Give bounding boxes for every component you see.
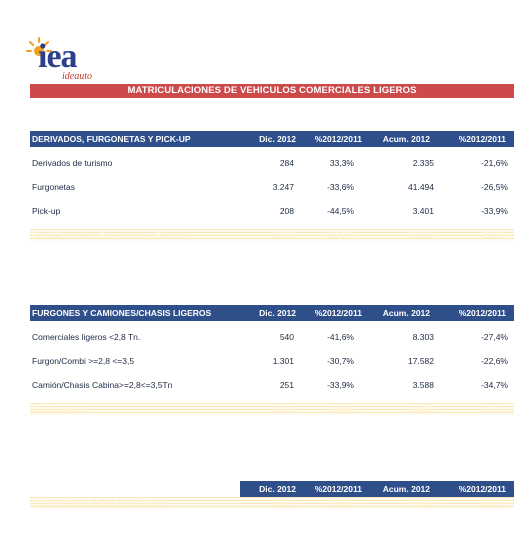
total-label: Total Derivados, Furgonetas y Pick-up: [32, 230, 187, 240]
col-header-dic: Dic. 2012: [259, 484, 296, 494]
col-header-pct1: %2012/2011: [314, 484, 362, 494]
section-header: [30, 481, 514, 497]
col-header-pct2: %2012/2011: [458, 134, 506, 144]
total-acum: 76.703: [408, 498, 434, 508]
page-title: MATRICULACIONES DE VEHICULOS COMERCIALES LIGEROS: [30, 84, 514, 98]
total-acum: 47.230: [408, 230, 434, 240]
cell-pct2: -22,6%: [481, 356, 508, 366]
total-label: Total Ligeros: [32, 404, 85, 414]
cell-pct1: -41,6%: [327, 332, 354, 342]
total-pct1: -32,7%: [327, 230, 354, 240]
cell-dic: 1.301: [272, 356, 294, 366]
section-derivados: [30, 131, 514, 241]
cell-acum: 3.401: [412, 206, 434, 216]
col-header-pct2: %2012/2011: [458, 484, 506, 494]
total-label: TOTAL COMERCIALES LIGEROS: [32, 498, 166, 508]
total-pct1: -33,3%: [327, 498, 354, 508]
cell-acum: 8.303: [412, 332, 434, 342]
col-header-acum: Acum. 2012: [382, 484, 430, 494]
cell-acum: 3.588: [412, 380, 434, 390]
cell-pct1: -30,7%: [327, 356, 354, 366]
col-header-pct2: %2012/2011: [458, 308, 506, 318]
row-label: Furgon/Combi >=2,8 <=3,5: [32, 356, 135, 366]
row-label: Comerciales ligeros <2,8 Tn.: [32, 332, 141, 342]
cell-pct2: -33,9%: [481, 206, 508, 216]
total-row: [30, 403, 514, 415]
table-row: [30, 151, 514, 175]
section-header: [30, 305, 514, 321]
col-header-acum: Acum. 2012: [382, 308, 430, 318]
cell-pct2: -34,7%: [481, 380, 508, 390]
table-row: [30, 175, 514, 199]
total-pct1: -34,4%: [327, 404, 354, 414]
section-header: [30, 131, 514, 147]
table-row: [30, 373, 514, 397]
section-total: [30, 481, 514, 509]
total-acum: 29.473: [408, 404, 434, 414]
total-dic: 5.831: [272, 498, 294, 508]
col-header-pct1: %2012/2011: [314, 308, 362, 318]
col-header-dic: Dic. 2012: [259, 134, 296, 144]
cell-pct1: 33,3%: [329, 158, 354, 168]
cell-pct2: -26,5%: [481, 182, 508, 192]
cell-pct1: -33,9%: [327, 380, 354, 390]
cell-acum: 41.494: [408, 182, 434, 192]
cell-dic: 284: [279, 158, 294, 168]
cell-acum: 2.335: [412, 158, 434, 168]
section-furgones: [30, 305, 514, 415]
logo-subtitle: ideauto: [62, 71, 92, 82]
total-pct2: -26,0%: [481, 498, 508, 508]
cell-dic: 3.247: [272, 182, 294, 192]
cell-dic: 540: [279, 332, 294, 342]
logo-word: iea: [38, 38, 77, 75]
cell-pct1: -33,6%: [327, 182, 354, 192]
col-header-dic: Dic. 2012: [259, 308, 296, 318]
cell-acum: 17.582: [408, 356, 434, 366]
row-label: Pick-up: [32, 206, 61, 216]
total-dic: 3.739: [272, 230, 294, 240]
iea-logo: [26, 36, 116, 84]
row-label: Derivados de turismo: [32, 158, 113, 168]
total-dic: 2.092: [272, 404, 294, 414]
total-pct2: -25,2%: [481, 404, 508, 414]
col-header-acum: Acum. 2012: [382, 134, 430, 144]
cell-dic: 251: [279, 380, 294, 390]
table-row: [30, 349, 514, 373]
table-row: [30, 199, 514, 223]
cell-pct1: -44,5%: [327, 206, 354, 216]
table-row: [30, 325, 514, 349]
section-header-label: DERIVADOS, FURGONETAS Y PICK-UP: [32, 134, 191, 144]
row-label: Camión/Chasis Cabina>=2,8<=3,5Tn: [32, 380, 173, 390]
cell-pct2: -21,6%: [481, 158, 508, 168]
total-pct2: -26,6%: [481, 230, 508, 240]
total-row: [30, 229, 514, 241]
col-header-pct1: %2012/2011: [314, 134, 362, 144]
cell-dic: 208: [279, 206, 294, 216]
section-header-label: FURGONES Y CAMIONES/CHASIS LIGEROS: [32, 308, 212, 318]
cell-pct2: -27,4%: [481, 332, 508, 342]
grand-total-row: [30, 497, 514, 509]
row-label: Furgonetas: [32, 182, 75, 192]
